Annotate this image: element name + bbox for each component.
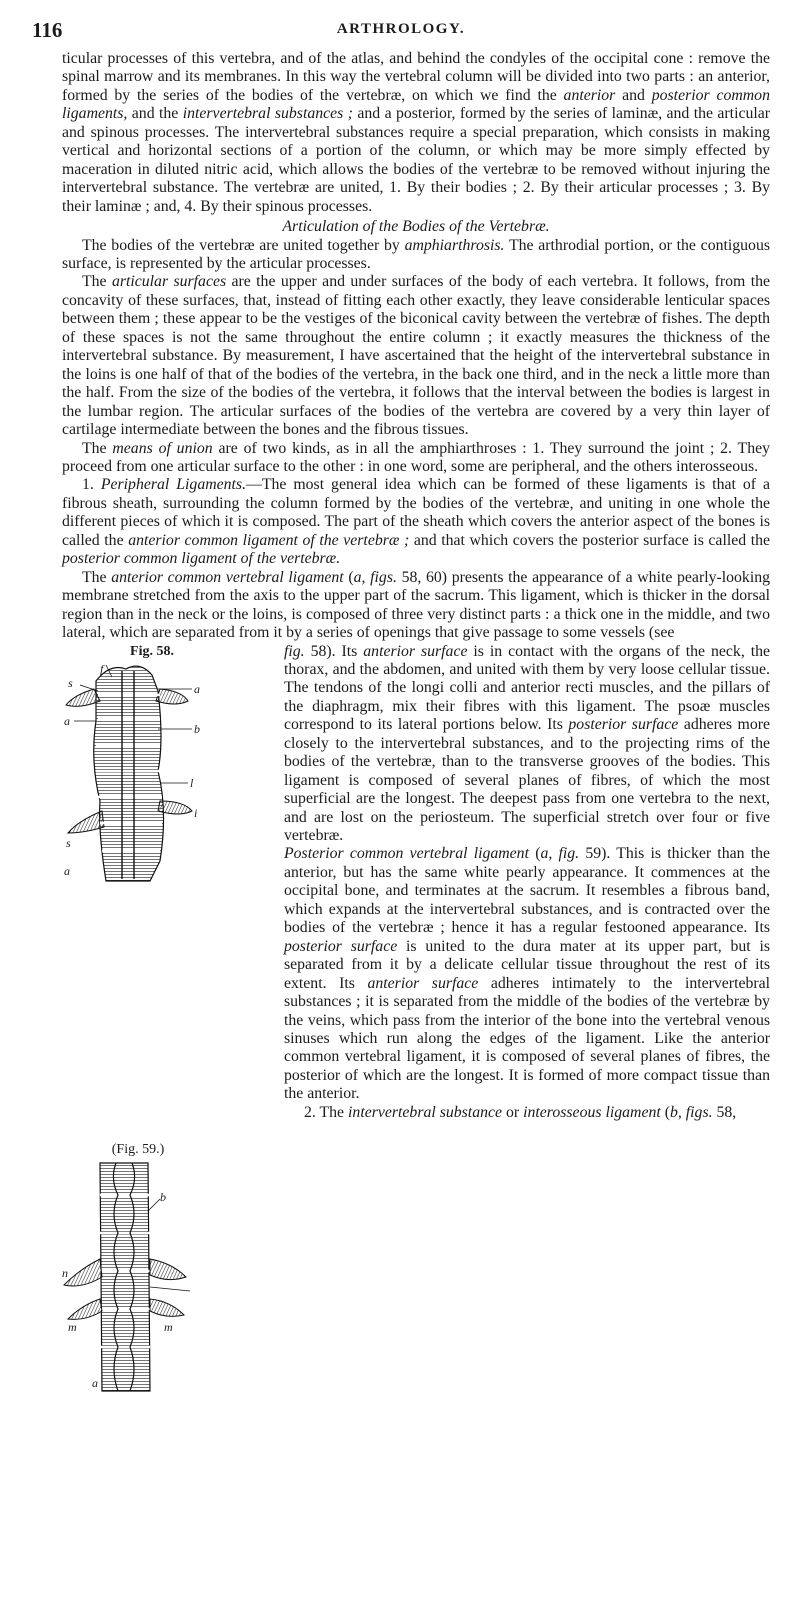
figure-59 xyxy=(60,1141,274,1599)
paragraph-8: 2. The intervertebral substance or interosseous ligament (b, figs. 58, xyxy=(304,1103,737,1121)
label-m-right: m xyxy=(164,1319,173,1334)
spine-anterior-illustration xyxy=(60,661,274,886)
label-l: l xyxy=(190,775,194,790)
body-text xyxy=(62,50,770,1599)
section-title: Articulation of the Bodies of the Vertebræ. xyxy=(282,218,550,236)
label-a-bottom: a xyxy=(64,863,70,878)
label-b-59: b xyxy=(160,1189,166,1204)
figure-59-caption: (Fig. 59.) xyxy=(111,1141,165,1157)
label-s2: s xyxy=(66,835,71,850)
label-f: f xyxy=(100,661,104,676)
label-i: i xyxy=(194,805,198,820)
paragraph-2: The bodies of the vertebræ are united together by amphiarthrosis. The arthrodial portion, or the contiguous surface, is represented by the articular processes. xyxy=(62,236,771,272)
running-title: ARTHROLOGY. xyxy=(336,21,466,37)
paragraph-6-cont: fig. 58). Its anterior surface is in contact with the organs of the neck, the thorax, and the abdomen, and united with them by very loose cellular tissue. The tendons of the longi colli and anterior recti muscles, and the pillars of the diaphragm, mix their fibres with this ligament. The psoæ muscles correspond to its lateral portions below. Its posterior surface adheres more closely to the intervertebral substances, and to the projecting rims of the bodies of the vertebræ, than to the transverse grooves of the bodies. This ligament is composed of several planes of fibres, of which the most superficial are the longest. The deepest pass from one vertebra to the next, and are lost on the periosteum. The superficial stretch over four or five vertebræ. xyxy=(284,642,770,845)
paragraph-4: The means of union are of two kinds, as in all the amphiarthroses : 1. They surround the joint ; 2. They proceed from one articular surface to the other : in one word, some are peripheral, and the others interosseous. xyxy=(62,439,771,475)
figure-58 xyxy=(60,643,274,1139)
label-a-left: a xyxy=(64,713,70,728)
label-b: b xyxy=(194,721,200,736)
label-s: s xyxy=(68,675,73,690)
paragraph-7: Posterior common vertebral ligament (a, fig. 59). This is thicker than the anterior, but has the same white pearly appearance. It commences at the occipital bone, and terminates at the sacrum. It resembles a fibrous band, which expands at the intervertebral substances, and is contracted over the bodies of the vertebræ ; hence it has a regular festooned appearance. Its posterior surface is united to the dura mater at its upper part, but is separated from it by a delicate cellular tissue throughout the rest of its extent. Its anterior surface adheres intimately to the intervertebral substances ; it is separated from the middle of the bodies of the vertebræ by the veins, which pass from the interior of the bone into the vertebral venous sinuses which run along the edges of the ligament. Like the anterior common vertebral ligament, it is composed of several planes of fibres, the posterior of which are the longest. It is formed of more compact tissue than the anterior. xyxy=(284,845,771,1103)
figure-58-caption: Fig. 58. xyxy=(130,643,174,659)
paragraph-3: The articular surfaces are the upper and under surfaces of the body of each vertebra. It follows, from the concavity of these surfaces, that, instead of fitting each other exactly, they leave considerable lenticular spaces between them ; these appear to be the vestiges of the biconical cavity between the vertebræ of fishes. The depth of these spaces is not the same throughout the entire column ; it exactly measures the thickness of the intervertebral substance. By measurement, I have ascertained that the height of the intervertebral substance in the loins is one half of that of the bodies of the vertebra, in the back one third, and in the neck a little more than the half. From the size of the bodies of the vertebra, it follows that the interval between the bodies is largest in the lumbar region. The articular surfaces of the bodies of the vertebra are covered by a very thin layer of cartilage intermediate between the bones and the fibrous tissues. xyxy=(62,273,770,439)
spine-posterior-illustration xyxy=(60,1159,274,1399)
label-n: n xyxy=(62,1265,68,1280)
page-number: 116 xyxy=(32,18,63,42)
paragraph-5: 1. Peripheral Ligaments.—The most general idea which can be formed of these ligaments is that of a fibrous sheath, surrounding the column formed by the bodies of the vertebræ, and uniting in one whole the different pieces of which it is composed. The part of the sheath which covers the anterior aspect of the bones is called the anterior common ligament of the vertebræ ; and that which covers the posterior surface is called the posterior common ligament of the vertebræ. xyxy=(62,476,771,568)
paragraph-1: ticular processes of this vertebra, and of the atlas, and behind the condyles of the occipital cone : remove the spinal marrow and its membranes. In this way the vertebral column will be divided into two parts : an anterior, formed by the series of the bodies of the vertebræ, on which we find the anterior and posterior common ligaments, and the intervertebral substances ; and a posterior, formed by the series of laminæ, and the articular and spinous processes. The intervertebral substances require a special preparation, which consists in making vertical and horizontal sections of a portion of the column, or which may be more simply effected by maceration in diluted nitric acid, which allows the bodies of the vertebræ to be removed without injuring the intervertebral substance. The vertebræ are united, 1. By their bodies ; 2. By their articular processes ; 3. By their laminæ ; and, 4. By their spinous processes. xyxy=(62,50,771,215)
label-m-left: m xyxy=(68,1319,77,1334)
paragraph-6: The anterior common vertebral ligament (a, figs. 58, 60) presents the appearance of a white pearly-looking membrane stretched from the axis to the upper part of the sacrum. This ligament, which is thicker in the dorsal region than in the neck or the loins, is composed of three very distinct parts : a thick one in the middle, and two lateral, which are separated from it by a series of openings that give passage to some vessels (see xyxy=(62,568,771,642)
label-a-right: a xyxy=(194,681,200,696)
label-a-59: a xyxy=(92,1375,98,1390)
page-header xyxy=(32,18,770,42)
